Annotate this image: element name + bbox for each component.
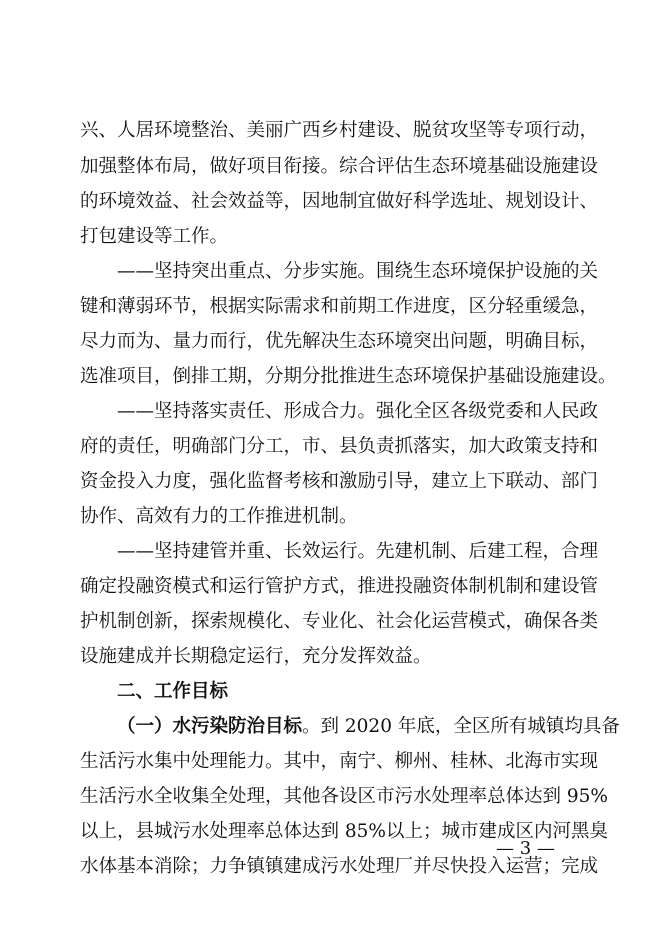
paragraph-line: 确定投融资模式和运行管护方式，推进投融资体制机制和建设管 <box>80 576 599 597</box>
paragraph-line: ——坚持建管并重、长效运行。先建机制、后建工程，合理 <box>117 541 599 562</box>
paragraph-line: 加强整体布局，做好项目衔接。综合评估生态环境基础设施建设 <box>80 156 599 177</box>
section-heading: 二、工作目标 <box>117 681 229 702</box>
paragraph-line: 府的责任，明确部门分工，市、县负责抓落实，加大政策支持和 <box>80 436 599 457</box>
paragraph-line: 的环境效益、社会效益等，因地制宜做好科学选址、规划设计、 <box>80 191 599 212</box>
subsection-text: 。到 2020 年底，全区所有城镇均具备 <box>302 716 620 737</box>
paragraph-line: 资金投入力度，强化监督考核和激励引导，建立上下联动、部门 <box>80 471 599 492</box>
paragraph-line: 生活污水全收集全处理，其他各设区市污水处理率总体达到 95% <box>80 786 609 807</box>
paragraph-line: 选准项目，倒排工期，分期分批推进生态环境保护基础设施建设。 <box>80 366 617 387</box>
page-number: — 3 — <box>496 838 555 859</box>
paragraph-line: 兴、人居环境整治、美丽广西乡村建设、脱贫攻坚等专项行动， <box>80 120 599 141</box>
paragraph-line: 水体基本消除；力争镇镇建成污水处理厂并尽快投入运营；完成 <box>80 856 599 877</box>
subsection-first-line <box>117 712 620 742</box>
paragraph-line: ——坚持落实责任、形成合力。强化全区各级党委和人民政 <box>117 401 599 422</box>
subsection-label: （一）水污染防治目标 <box>117 716 303 737</box>
paragraph-line: 打包建设等工作。 <box>80 226 229 247</box>
paragraph-line: 协作、高效有力的工作推进机制。 <box>80 506 358 527</box>
paragraph-line: 键和薄弱环节，根据实际需求和前期工作进度，区分轻重缓急， <box>80 296 599 317</box>
paragraph-line: ——坚持突出重点、分步实施。围绕生态环境保护设施的关 <box>117 261 599 282</box>
paragraph-line: 设施建成并长期稳定运行，充分发挥效益。 <box>80 646 432 667</box>
paragraph-line: 以上，县城污水处理率总体达到 85%以上；城市建成区内河黑臭 <box>80 821 609 842</box>
paragraph-line: 护机制创新，探索规模化、专业化、社会化运营模式，确保各类 <box>80 611 599 632</box>
paragraph-line: 尽力而为、量力而行，优先解决生态环境突出问题，明确目标， <box>80 331 599 352</box>
paragraph-line: 生活污水集中处理能力。其中，南宁、柳州、桂林、北海市实现 <box>80 751 599 772</box>
